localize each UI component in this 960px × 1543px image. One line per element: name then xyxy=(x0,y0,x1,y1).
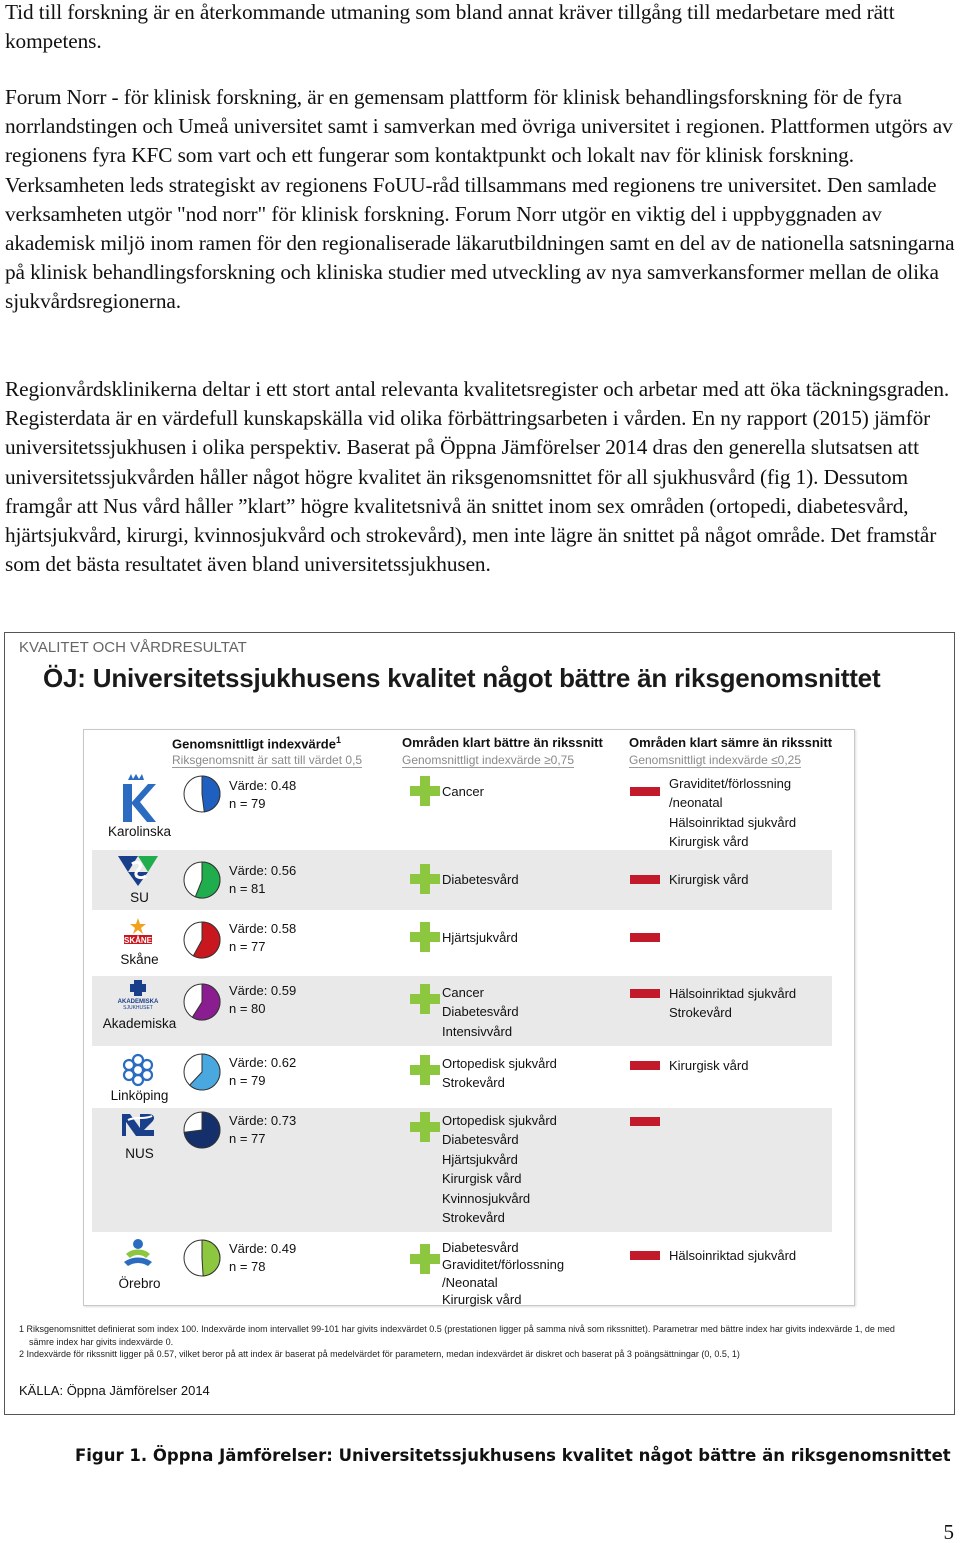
minus-icon xyxy=(630,787,660,796)
akademiska-logo-icon xyxy=(110,980,166,1010)
better-item: Hjärtsjukvård xyxy=(442,1151,518,1167)
better-column-header: Områden klart bättre än rikssnitt xyxy=(402,735,603,750)
linkoping-logo-icon xyxy=(118,1052,158,1088)
su-logo xyxy=(100,852,176,891)
footnote-1: 1 Riksgenomsnittet definierat som index 100. Indexvärde inom intervallet 99-101 har givits indexvärdet 0.5 (prestationen ligger på samma nivå som rikssnittet). Parametrar med bättre index har givits indexvärde 1, de med xyxy=(19,1324,895,1334)
better-item: Kirurgisk vård xyxy=(442,1292,522,1308)
nus-logo xyxy=(100,1110,176,1143)
svg-text:AKADEMISKA: AKADEMISKA xyxy=(117,999,159,1005)
page-number: 5 xyxy=(943,1520,954,1543)
hospital-name: SU xyxy=(130,890,149,905)
value-pie-karolinska xyxy=(182,774,222,814)
better-item: Graviditet/förlossning xyxy=(442,1257,565,1273)
svg-text:SJUKHUSET: SJUKHUSET xyxy=(123,1005,153,1010)
value-label: Värde: 0.59 xyxy=(229,983,297,998)
n-label: n = 79 xyxy=(229,1073,266,1088)
value-block xyxy=(229,1240,296,1276)
better-item: Kvinnosjukvård xyxy=(442,1190,531,1206)
karolinska-logo-icon xyxy=(118,772,158,824)
n-label: n = 77 xyxy=(229,1131,266,1146)
worse-list xyxy=(669,870,748,889)
value-label: Värde: 0.73 xyxy=(229,1113,297,1128)
index-column-header xyxy=(172,735,341,751)
value-block xyxy=(229,1054,296,1090)
pie-slice xyxy=(202,1240,220,1276)
worse-item: Hälsoinriktad sjukvård xyxy=(669,1248,797,1263)
index-column-title: Genomsnittligt indexvärde xyxy=(172,736,336,752)
better-item: Intensivvård xyxy=(442,1023,513,1039)
worse-item: Hälsoinriktad sjukvård xyxy=(669,986,797,1001)
value-label: Värde: 0.49 xyxy=(229,1241,297,1256)
worse-list xyxy=(669,984,796,1023)
hospital-row-nus xyxy=(92,1108,832,1232)
better-item: Kirurgisk vård xyxy=(442,1171,522,1187)
better-list xyxy=(442,1111,557,1227)
n-label: n = 78 xyxy=(229,1259,266,1274)
minus-icon xyxy=(630,989,660,998)
worse-list xyxy=(669,1246,796,1265)
figure-box xyxy=(4,632,955,1415)
hospital-row-skane xyxy=(92,914,832,970)
figure-kicker: KVALITET OCH VÅRDRESULTAT xyxy=(19,639,247,656)
hospital-row-orebro xyxy=(92,1234,832,1308)
hospital-name: Karolinska xyxy=(107,824,172,839)
better-item: Diabetesvård xyxy=(442,1132,519,1148)
value-label: Värde: 0.62 xyxy=(229,1055,297,1070)
better-list xyxy=(442,1239,564,1309)
plus-icon xyxy=(410,776,440,806)
better-list xyxy=(442,983,519,1041)
figure-caption: Figur 1. Öppna Jämförelser: Universitetssjukhusens kvalitet något bättre än riksgenomsnittet xyxy=(75,1446,951,1465)
worse-list xyxy=(669,1056,748,1075)
hospital-row-karolinska xyxy=(92,770,832,850)
worse-item: Strokevård xyxy=(669,1005,732,1021)
n-label: n = 77 xyxy=(229,939,266,954)
orebro-logo-icon xyxy=(118,1236,158,1270)
n-label: n = 80 xyxy=(229,1001,266,1016)
skane-logo-icon xyxy=(116,916,160,946)
minus-icon xyxy=(630,933,660,942)
n-label: n = 81 xyxy=(229,881,266,896)
plus-icon xyxy=(410,922,440,952)
value-block xyxy=(229,1112,296,1148)
hospital-name: Linköping xyxy=(110,1088,169,1103)
better-item: Diabetesvård xyxy=(442,1004,519,1020)
value-label: Värde: 0.56 xyxy=(229,863,297,878)
footnote-2: 2 Indexvärde för rikssnitt ligger på 0.57, vilket beror på att index är baserat på medelvärdet för parametern, medan indexvärdet är diskret och baserat på 3 poängsättningar (0, 0.5, 1) xyxy=(19,1349,740,1360)
value-pie-skane xyxy=(182,920,222,960)
value-pie-akademiska xyxy=(182,982,222,1022)
worse-item: Kirurgisk vård xyxy=(669,1058,749,1073)
orebro-logo xyxy=(100,1236,176,1273)
better-item: Strokevård xyxy=(442,1075,505,1091)
minus-icon xyxy=(630,1251,660,1260)
better-item: Cancer xyxy=(442,985,484,1000)
hospital-row-linkoping xyxy=(92,1050,832,1106)
comparison-table xyxy=(83,729,855,1306)
value-block xyxy=(229,982,296,1018)
minus-icon xyxy=(630,1117,660,1126)
footnote-marker: 1 xyxy=(335,735,341,745)
su-logo-icon xyxy=(116,852,160,888)
figure-title: ÖJ: Universitetssjukhusens kvalitet något bättre än riksgenomsnittet xyxy=(43,663,881,693)
plus-icon xyxy=(410,1055,440,1085)
value-pie-nus xyxy=(182,1110,222,1150)
better-item: Cancer xyxy=(442,784,484,799)
footnote-1-continued: sämre index har givits indexvärde 0. xyxy=(29,1336,174,1347)
value-pie-su xyxy=(182,860,222,900)
better-item: Diabetesvård xyxy=(442,1240,519,1255)
paragraph-2: Forum Norr - för klinisk forskning, är en gemensam plattform för klinisk behandlingsforskning för de fyra norrlandstingen och Umeå universitet samt i samverkan med övriga universitet i regionen. Plattformen utgörs av regionens fyra KFC som vart och ett fungerar som kontaktpunkt och lokalt nav för klinisk forskning. Verksamheten leds strategiskt av regionens FoUU-råd tillsammans med regionens tre universitet. Den samlade verksamheten utgör "nod norr" för klinisk forskning. Forum Norr utgör en viktig del i uppbyggnaden av akademisk miljö inom ramen för den regionaliserade läkarutbildningen samt en del av de nationella satsningarna på klinisk behandlingsforskning och kliniska studier med utveckling av nya samverkansformer mellan de olika sjukvårdsregionerna. xyxy=(5,85,955,314)
value-pie-orebro xyxy=(182,1238,222,1278)
better-list xyxy=(442,928,518,947)
svg-text:SKÅNE: SKÅNE xyxy=(123,936,153,945)
karolinska-logo xyxy=(100,772,176,827)
n-label: n = 79 xyxy=(229,796,266,811)
better-item: Ortopedisk sjukvård xyxy=(442,1056,557,1071)
worse-item: Hälsoinriktad sjukvård xyxy=(669,814,797,830)
worse-column-subheader: Genomsnittligt indexvärde ≤0,25 xyxy=(629,753,802,767)
figure-source: KÄLLA: Öppna Jämförelser 2014 xyxy=(19,1383,210,1398)
value-block xyxy=(229,777,296,813)
value-label: Värde: 0.58 xyxy=(229,921,297,936)
plus-icon xyxy=(410,1244,440,1274)
value-block xyxy=(229,920,296,956)
minus-icon xyxy=(630,1061,660,1070)
hospital-name: Örebro xyxy=(118,1276,161,1291)
value-pie-linkoping xyxy=(182,1052,222,1092)
better-item: Diabetesvård xyxy=(442,872,519,887)
better-list xyxy=(442,782,484,801)
better-item: Hjärtsjukvård xyxy=(442,930,518,945)
value-block xyxy=(229,862,296,898)
hospital-row-su xyxy=(92,850,832,910)
index-column-subheader: Riksgenomsnitt är satt till värdet 0,5 xyxy=(172,753,363,767)
worse-item: Graviditet/förlossning /neonatal xyxy=(669,776,792,811)
skane-logo xyxy=(100,916,176,949)
plus-icon xyxy=(410,864,440,894)
worse-item: Kirurgisk vård xyxy=(669,872,749,887)
paragraph-3: Regionvårdsklinikerna deltar i ett stort antal relevanta kvalitetsregister och arbetar med att öka täckningsgraden. Registerdata är en värdefull kunskapskälla vid olika förbättringsarbeten i vården. En ny rapport (2015) jämför universitetssjukhusen i olika perspektiv. Baserat på Öppna Jämförelser 2014 dras den generella slutsatsen att universitetssjukvården håller något högre kvalitet än riksgenomsnittet för all sjukhusvård (fig 1). Dessutom framgår att Nus vård håller ”klart” högre kvalitetsnivå än snittet inom sex områden (ortopedi, diabetesvård, hjärtsjukvård, kirurgi, kvinnosjukvård och strokevård), men inte lägre än snittet på något område. Det framstår som det bästa resultatet även bland universitetssjukhusen. xyxy=(5,377,950,577)
better-item: Strokevård xyxy=(442,1210,505,1226)
worse-item: Kirurgisk vård xyxy=(669,834,749,850)
akademiska-logo xyxy=(100,980,176,1013)
hospital-name: Skåne xyxy=(120,952,159,967)
footnotes xyxy=(19,1323,939,1361)
worse-column-header: Områden klart sämre än rikssnitt xyxy=(629,735,833,750)
plus-icon xyxy=(410,984,440,1014)
linkoping-logo xyxy=(100,1052,176,1091)
hospital-name: Akademiska xyxy=(102,1016,177,1031)
hospital-name: NUS xyxy=(125,1146,154,1161)
nus-logo-icon xyxy=(118,1110,158,1140)
better-item: Ortopedisk sjukvård xyxy=(442,1113,557,1128)
better-column-subheader: Genomsnittligt indexvärde ≥0,75 xyxy=(402,753,575,767)
paragraph-1: Tid till forskning är en återkommande utmaning som bland annat kräver tillgång till medarbetare med rätt kompetens. xyxy=(5,0,895,54)
better-list xyxy=(442,1054,557,1093)
hospital-row-akademiska xyxy=(92,976,832,1046)
better-list xyxy=(442,870,519,889)
pie-slice xyxy=(202,776,220,812)
minus-icon xyxy=(630,875,660,884)
better-item: /Neonatal xyxy=(442,1274,498,1290)
value-label: Värde: 0.48 xyxy=(229,778,297,793)
plus-icon xyxy=(410,1112,440,1142)
